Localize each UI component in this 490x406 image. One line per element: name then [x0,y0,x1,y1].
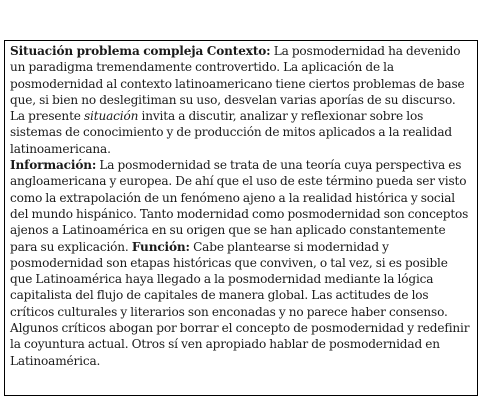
function-text: Cabe plantearse si modernidad y posmodernidad son etapas históricas que conviven, o tal vez, si es posible que Latinoamérica haya llegado a la posmodernidad mediante la lógica capitalista del flujo de capitales de manera global. Las actitudes de los críticos culturales y literarios son enconadas y no parece haber consenso. Algunos críticos abogan por borrar el concepto de posmodernidad y redefinir la coyuntura actual. Otros sí ven apropiado hablar de posmodernidad en Latinoamérica. [10,239,470,368]
situation-italic: situación [83,109,139,124]
context-text: La posmodernidad ha devenido un paradigma tremendamente controvertido. La aplicación de la posmodernidad al contexto latinoamericano tiene ciertos problemas de base que, si bien no deslegitiman su uso, desvelan varias aporías de su discurso. La presente [10,44,465,124]
context-heading: Situación problema compleja Contexto: [10,44,271,58]
function-heading: Función: [131,239,190,254]
context-text-continued: invita a discutir, analizar y reflexionar sobre los sistemas de conocimiento y de producción de mitos aplicados a la realidad latinoamericana. [10,109,453,156]
document-paragraph [10,43,472,369]
information-text: La posmodernidad se trata de una teoría cuya perspectiva es angloamericana y europea. De ahí que el uso de este término pueda ser visto como la extrapolación de un fenómeno ajeno a la realidad histórica y social del mundo hispánico. Tanto modernidad como posmodernidad son conceptos ajenos a Latinoamérica en su origen que se han aplicado constantemente para su explicación. [10,158,469,254]
text-box [4,40,478,396]
information-heading: Información: [10,158,97,173]
